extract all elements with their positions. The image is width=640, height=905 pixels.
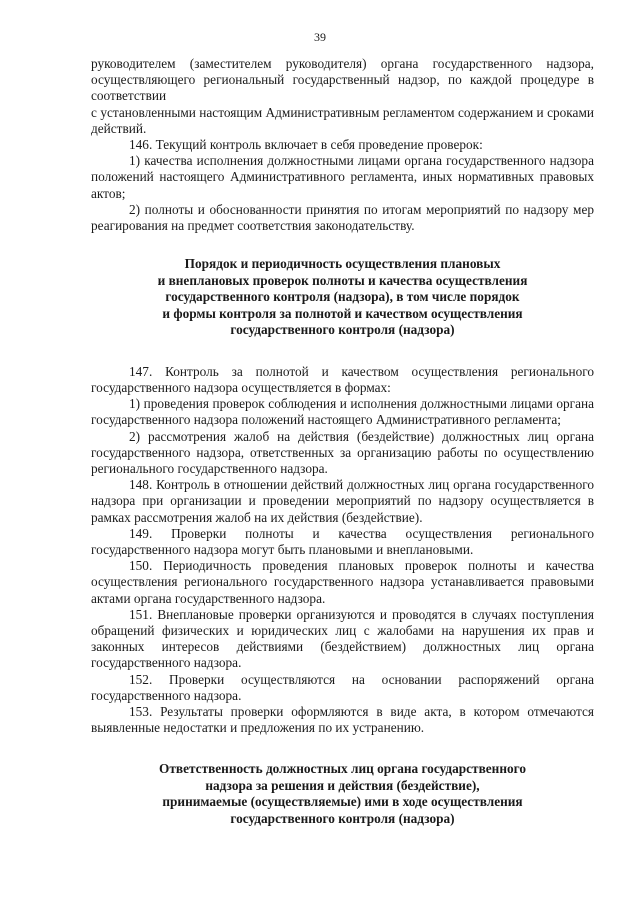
paragraph-153: 153. Результаты проверки оформляются в виде акта, в котором отмечаются выявленные недостатки и предложения по их устранению. [91,704,594,736]
paragraph-149: 149. Проверки полноты и качества осуществления регионального государственного надзора могут быть плановыми и внеплановыми. [91,525,594,557]
heading-line: надзора за решения и действия (бездействие), [205,777,480,793]
paragraph-147: 147. Контроль за полнотой и качеством осуществления регионального государственного надзора осуществляется в формах: [91,363,594,395]
section-heading-responsibility [91,761,594,827]
paragraph-146-item-1: 1) качества исполнения должностными лицами органа государственного надзора положений настоящего Административного регламента, иных нормативных правовых актов; [91,153,594,201]
paragraph-146: 146. Текущий контроль включает в себя проведение проверок: [129,137,483,153]
heading-line: принимаемые (осуществляемые) ими в ходе осуществления [162,794,523,810]
heading-line: и внеплановых проверок полноты и качества осуществления [157,272,528,288]
paragraph-continuation: руководителем (заместителем руководителя) органа государственного надзора, осуществляющего региональный государственный надзор, по каждой процедуре в соответствии [91,56,594,104]
heading-line: государственного контроля (надзора) [230,322,455,338]
paragraph-148: 148. Контроль в отношении действий должностных лиц органа государственного надзора при организации и проведении мероприятий по надзору осуществляется в рамках рассмотрения жалоб на их действия (бездействие). [91,477,594,525]
page-number: 39 [314,30,326,44]
heading-line: Порядок и периодичность осуществления плановых [184,256,501,272]
paragraph-147-item-1: 1) проведения проверок соблюдения и исполнения должностными лицами органа государственного надзора положений настоящего Административного регламента; [91,396,594,428]
heading-line: и формы контроля за полнотой и качеством осуществления [162,305,523,321]
document-body [91,56,594,827]
paragraph-150: 150. Периодичность проведения плановых проверок полноты и качества осуществления регионального государственного надзора устанавливается правовыми актами органа государственного надзора. [91,558,594,606]
heading-line: государственного контроля (надзора), в том числе порядок [165,289,520,305]
heading-line: государственного контроля (надзора) [230,810,455,826]
paragraph-continuation-2: с установленными настоящим Административным регламентом содержанием и сроками действий. [91,104,594,136]
paragraph-146-item-2: 2) полноты и обоснованности принятия по итогам мероприятий по надзору мер реагирования на предмет соответствия законодательству. [91,201,594,234]
paragraph-151: 151. Внеплановые проверки организуются и проводятся в случаях поступления обращений физических и юридических лиц с жалобами на нарушения их прав и законных интересов действиями (бездействием) должностных лиц органа государственного надзора. [91,606,594,671]
heading-line: Ответственность должностных лиц органа государственного [159,761,526,777]
section-heading-inspections [91,256,594,339]
paragraph-147-item-2: 2) рассмотрения жалоб на действия (бездействие) должностных лиц органа государственного надзора, ответственных за организацию работы по осуществлению регионального государственного надзора. [91,428,594,476]
paragraph-152: 152. Проверки осуществляются на основании распоряжений органа государственного надзора. [91,671,594,703]
